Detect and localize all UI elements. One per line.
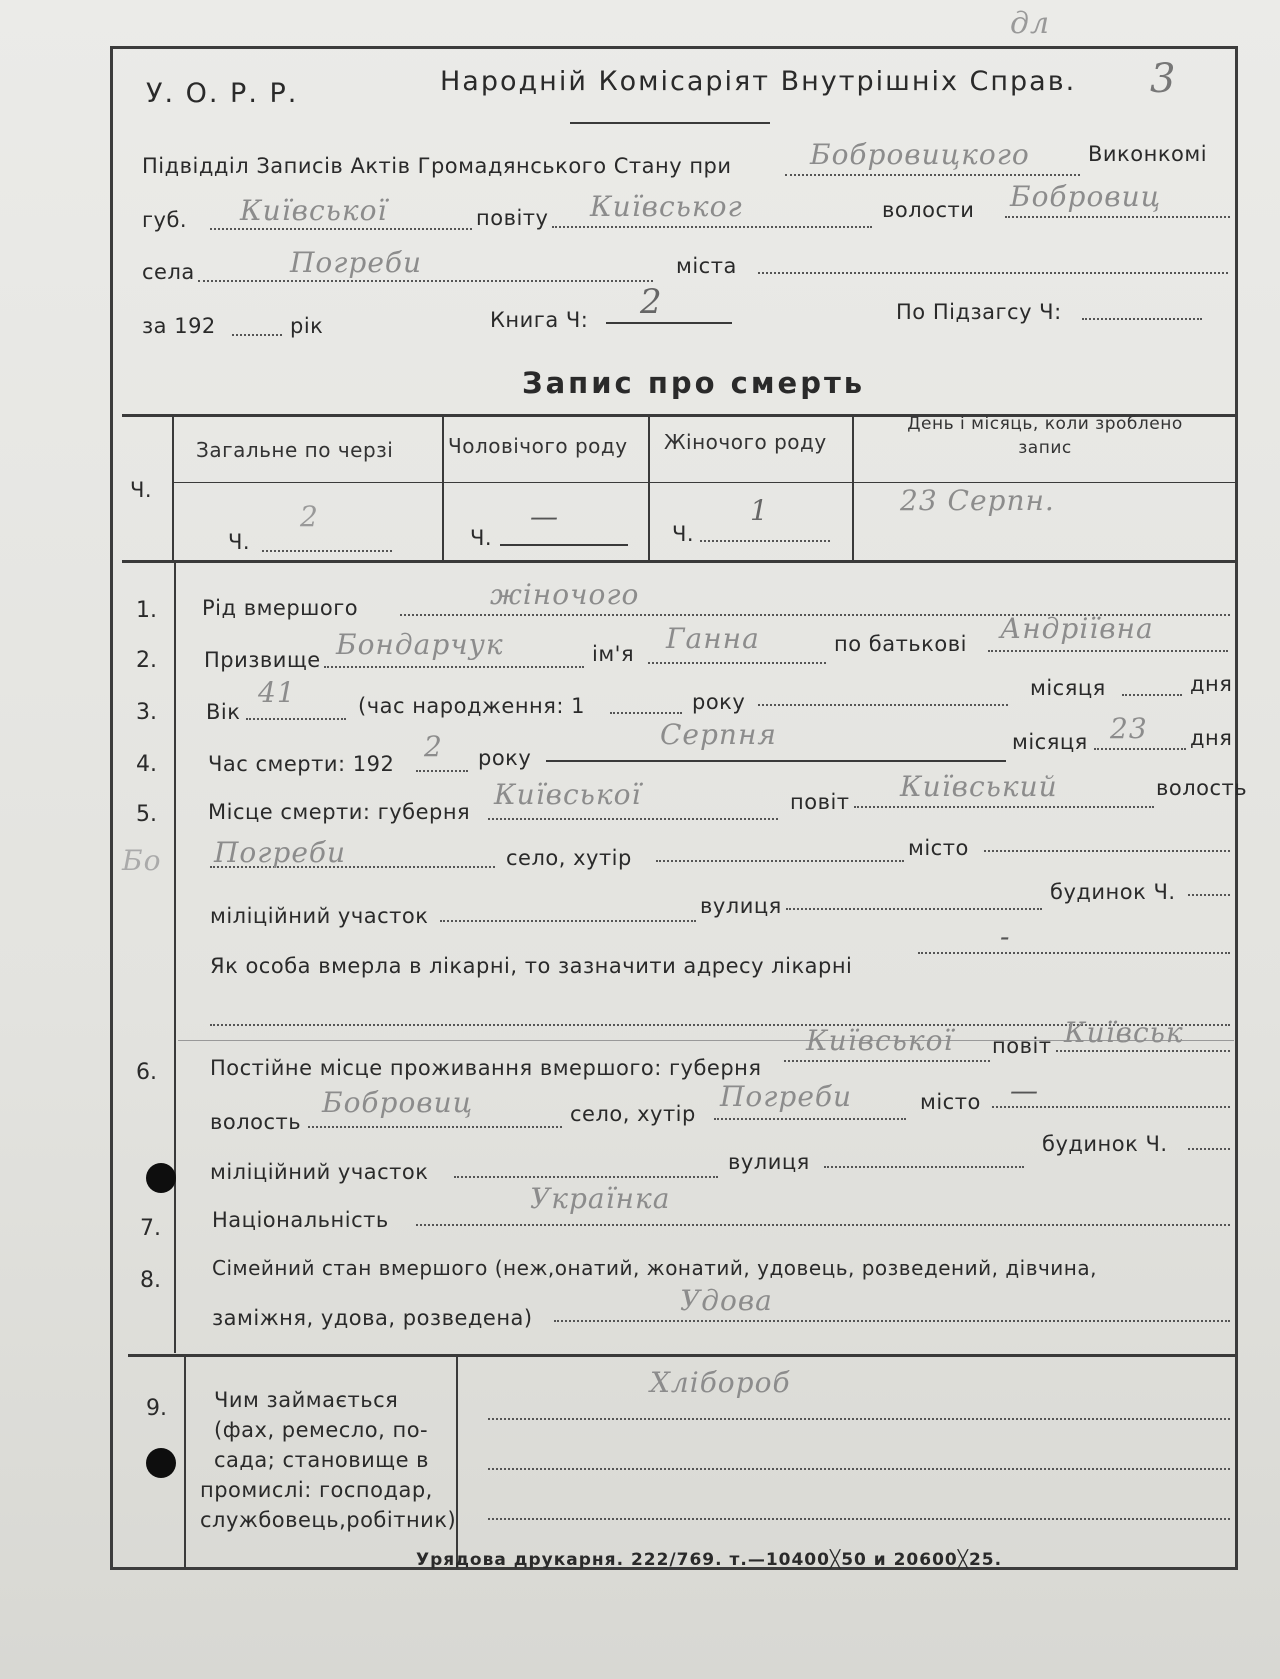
field-4-month-handwriting: Серпня bbox=[660, 718, 777, 751]
selo-label: села bbox=[142, 260, 195, 284]
field-3-year-label: року bbox=[692, 690, 746, 714]
book-number-handwriting: 2 bbox=[640, 282, 663, 322]
cell-dotline-female bbox=[700, 540, 830, 542]
field-3-year-dotline bbox=[758, 704, 1008, 706]
cell-prefix-female: Ч. bbox=[672, 522, 695, 546]
field-2-name-dotline bbox=[648, 662, 826, 664]
field-3-day-label: дня bbox=[1190, 672, 1233, 696]
field-4-year-handwriting: 2 bbox=[424, 730, 443, 763]
field-4-label: Час смерти: 192 bbox=[208, 752, 395, 776]
field-6-povit-label: повіт bbox=[992, 1034, 1052, 1058]
field-6-number: 6. bbox=[136, 1060, 157, 1085]
field-5-gub-dotline bbox=[488, 818, 778, 820]
year-suffix: рік bbox=[290, 314, 324, 338]
field-8-handwriting: Удова bbox=[680, 1284, 773, 1317]
field-2-patronymic-handwriting: Андріївна bbox=[1000, 612, 1154, 645]
field-2-surname-handwriting: Бондарчук bbox=[336, 628, 504, 661]
field-8-label: Сімейний стан вмершого (неж,онатий, жонатий, удовець, розведений, дівчина, bbox=[212, 1256, 1097, 1280]
section-9-left-divider bbox=[184, 1356, 186, 1568]
field-5-povit-dotline bbox=[854, 806, 1154, 808]
section-9-top-rule bbox=[128, 1354, 1236, 1357]
book-line bbox=[606, 322, 732, 324]
table-col-divider-4 bbox=[852, 416, 854, 562]
office-prefix: Підвідділ Записів Актів Громадянського Стану при bbox=[142, 154, 732, 178]
field-5-hospital-label: Як особа вмерла в лікарні, то зазначити адресу лікарні bbox=[210, 954, 853, 978]
field-5-mista-end-dotline bbox=[984, 850, 1230, 852]
field-9-dotline-3 bbox=[488, 1518, 1230, 1520]
field-7-label: Національність bbox=[212, 1208, 389, 1232]
selo-dotline bbox=[198, 280, 653, 282]
field-3-age-label: Вік bbox=[206, 700, 241, 724]
state-abbreviation: У. О. Р. Р. bbox=[146, 78, 299, 109]
section-9-label-divider bbox=[456, 1356, 458, 1568]
field-5-militia-label: міліційний участок bbox=[210, 904, 429, 928]
volost-handwriting: Бобровиц bbox=[1010, 180, 1162, 213]
cell-handwriting-male: — bbox=[530, 500, 559, 533]
col-header-male: Чоловічого роду bbox=[448, 434, 628, 458]
field-3-age-dotline bbox=[246, 718, 346, 720]
field-3-number: 3. bbox=[136, 700, 157, 725]
field-6-militia-label: міліційний участок bbox=[210, 1160, 429, 1184]
field-3-birth-label: (час народження: 1 bbox=[358, 694, 586, 718]
record-title: Запис про смерть bbox=[522, 366, 866, 400]
field-4-year-dotline bbox=[416, 770, 468, 772]
cell-handwriting-total: 2 bbox=[300, 500, 319, 533]
field-5-house-dotline bbox=[1188, 894, 1230, 896]
field-7-handwriting: Українка bbox=[530, 1182, 671, 1215]
field-2-patronymic-dotline bbox=[988, 650, 1228, 652]
field-3-age-handwriting: 41 bbox=[258, 676, 296, 709]
ministry-title: Народній Комісаріят Внутрішніх Справ. bbox=[440, 66, 1077, 97]
field-3-month-dotline bbox=[1122, 694, 1182, 696]
povit-label: повіту bbox=[476, 206, 549, 230]
field-4-month-line bbox=[546, 760, 1006, 762]
table-header-rule bbox=[172, 482, 1236, 483]
field-9-label-line-3: сада; становище в bbox=[214, 1448, 430, 1472]
cell-prefix-total: Ч. bbox=[228, 530, 251, 554]
field-5-house-label: будинок Ч. bbox=[1050, 880, 1176, 904]
field-6-povit-handwriting: Київськ bbox=[1064, 1016, 1184, 1049]
field-5-selo-handwriting: Погреби bbox=[214, 836, 347, 869]
povit-dotline bbox=[552, 226, 872, 228]
field-8-number: 8. bbox=[140, 1268, 161, 1293]
year-dotline bbox=[232, 334, 282, 336]
cell-dotline-total bbox=[262, 550, 392, 552]
field-6-militia-dotline bbox=[454, 1176, 718, 1178]
punch-hole-upper bbox=[146, 1163, 176, 1193]
field-9-label-line-2: (фах, ремесло, по- bbox=[214, 1418, 429, 1442]
cell-handwriting-date: 23 Серпн. bbox=[900, 484, 1055, 517]
field-4-day-handwriting: 23 bbox=[1110, 712, 1148, 745]
field-6-gub-handwriting: Київської bbox=[806, 1024, 954, 1057]
gub-label: губ. bbox=[142, 208, 188, 232]
field-6-selo-label: село, хутір bbox=[570, 1102, 696, 1126]
field-6-volost-handwriting: Бобровиц bbox=[322, 1086, 474, 1119]
field-1-number: 1. bbox=[136, 598, 157, 623]
field-7-number: 7. bbox=[140, 1216, 161, 1241]
field-8-label-continued: заміжня, удова, розведена) bbox=[212, 1306, 533, 1330]
field-2-name-handwriting: Ганна bbox=[666, 622, 760, 655]
field-6-selo-handwriting: Погреби bbox=[720, 1080, 853, 1113]
field-8-dotline bbox=[554, 1320, 1230, 1322]
header-rule bbox=[570, 122, 770, 124]
field-1-label: Рід вмершого bbox=[202, 596, 359, 620]
field-4-day-dotline bbox=[1094, 748, 1186, 750]
field-9-label-line-1: Чим займається bbox=[214, 1388, 399, 1412]
field-9-dotline-2 bbox=[488, 1468, 1230, 1470]
field-5-mista-label: місто bbox=[908, 836, 969, 860]
field-9-label-line-4: промислі: господар, bbox=[200, 1478, 433, 1502]
field-6-mista-handwriting: — bbox=[1010, 1074, 1039, 1107]
field-5-street-dotline bbox=[786, 908, 1042, 910]
field-6-house-dotline bbox=[1188, 1148, 1230, 1150]
field-2-patronymic-label: по батькові bbox=[834, 632, 967, 656]
corner-handwritten-mark: дл bbox=[1010, 6, 1051, 41]
printer-imprint: Урядова друкарня. 222/769. т.—10400╳50 и 20600╳25. bbox=[416, 1550, 1003, 1570]
page-number-mark: 3 bbox=[1150, 56, 1177, 102]
field-6-povit-dotline bbox=[1056, 1050, 1230, 1052]
field-5-povit-handwriting: Київський bbox=[900, 770, 1058, 803]
field-6-gub-dotline bbox=[784, 1060, 990, 1062]
col-header-female: Жіночого роду bbox=[664, 430, 827, 454]
mista-dotline bbox=[758, 272, 1228, 274]
field-7-dotline bbox=[416, 1224, 1230, 1226]
subrecord-label: По Підзагсу Ч: bbox=[896, 300, 1062, 324]
field-2-name-label: ім'я bbox=[592, 642, 635, 666]
field-9-number: 9. bbox=[146, 1396, 167, 1421]
field-3-birth-dotline bbox=[610, 712, 682, 714]
field-5-povit-label: повіт bbox=[790, 790, 850, 814]
field-4-number: 4. bbox=[136, 752, 157, 777]
number-column-divider bbox=[174, 563, 176, 1353]
table-col-divider-2 bbox=[442, 416, 444, 562]
povit-handwriting: Київськог bbox=[590, 190, 743, 223]
field-6-street-dotline bbox=[824, 1166, 1024, 1168]
field-5-volost-label: волость bbox=[1156, 776, 1248, 800]
field-2-number: 2. bbox=[136, 648, 157, 673]
field-1-handwriting: жіночого bbox=[490, 578, 640, 611]
field-5-militia-dotline bbox=[440, 920, 696, 922]
book-label: Книга Ч: bbox=[490, 308, 589, 332]
field-5-gub-handwriting: Київської bbox=[494, 778, 642, 811]
field-5-margin-handwriting: Бо bbox=[122, 844, 162, 877]
field-6-mista-label: місто bbox=[920, 1090, 981, 1114]
field-5-hospital-dotline bbox=[918, 952, 1230, 954]
field-6-selo-dotline bbox=[714, 1118, 906, 1120]
office-suffix: Виконкомі bbox=[1088, 142, 1208, 166]
field-3-month-label: місяця bbox=[1030, 676, 1106, 700]
field-4-month-label: місяця bbox=[1012, 730, 1088, 754]
field-5-selo-label: село, хутір bbox=[506, 846, 632, 870]
field-2-surname-dotline bbox=[324, 666, 584, 668]
executive-handwriting: Бобровицкого bbox=[810, 138, 1030, 171]
table-bottom-rule bbox=[122, 560, 1236, 563]
col-header-date: День і місяць, коли зроблено запис bbox=[907, 414, 1183, 458]
table-col-divider-1 bbox=[172, 416, 174, 562]
table-col-divider-3 bbox=[648, 416, 650, 562]
field-5-mista-dotline bbox=[656, 860, 904, 862]
volost-dotline bbox=[1005, 216, 1230, 218]
field-2-surname-label: Призвище bbox=[204, 648, 321, 672]
field-9-label-line-5: службовець,робітник) bbox=[200, 1508, 457, 1532]
field-6-volost-label: волость bbox=[210, 1110, 302, 1134]
mista-label: міста bbox=[676, 254, 737, 278]
gub-handwriting: Київської bbox=[240, 194, 388, 227]
year-label: за 192 bbox=[142, 314, 216, 338]
field-4-year-label: року bbox=[478, 746, 532, 770]
field-5-number: 5. bbox=[136, 802, 157, 827]
cell-line-male bbox=[500, 544, 628, 546]
volost-label: волости bbox=[882, 198, 975, 222]
subrecord-dotline bbox=[1082, 318, 1202, 320]
field-6-street-label: вулиця bbox=[728, 1150, 810, 1174]
field-4-day-label: дня bbox=[1190, 726, 1233, 750]
field-9-dotline-1 bbox=[488, 1418, 1230, 1420]
col-header-total: Загальне по черзі bbox=[196, 438, 394, 462]
field-6-volost-dotline bbox=[308, 1126, 562, 1128]
executive-dotline bbox=[785, 174, 1080, 176]
selo-handwriting: Погреби bbox=[290, 246, 423, 279]
cell-prefix-male: Ч. bbox=[470, 526, 493, 550]
gub-dotline bbox=[210, 228, 472, 230]
table-number-label: Ч. bbox=[130, 478, 153, 502]
field-6-label: Постійне місце проживання вмершого: губерня bbox=[210, 1056, 762, 1080]
field-6-house-label: будинок Ч. bbox=[1042, 1132, 1168, 1156]
field-5-hospital-handwriting: - bbox=[1000, 920, 1011, 953]
field-9-handwriting: Хлібороб bbox=[650, 1366, 791, 1399]
field-5-street-label: вулиця bbox=[700, 894, 782, 918]
punch-hole-lower bbox=[146, 1448, 176, 1478]
field-5-label: Місце смерти: губерня bbox=[208, 800, 471, 824]
cell-handwriting-female: 1 bbox=[750, 494, 769, 527]
